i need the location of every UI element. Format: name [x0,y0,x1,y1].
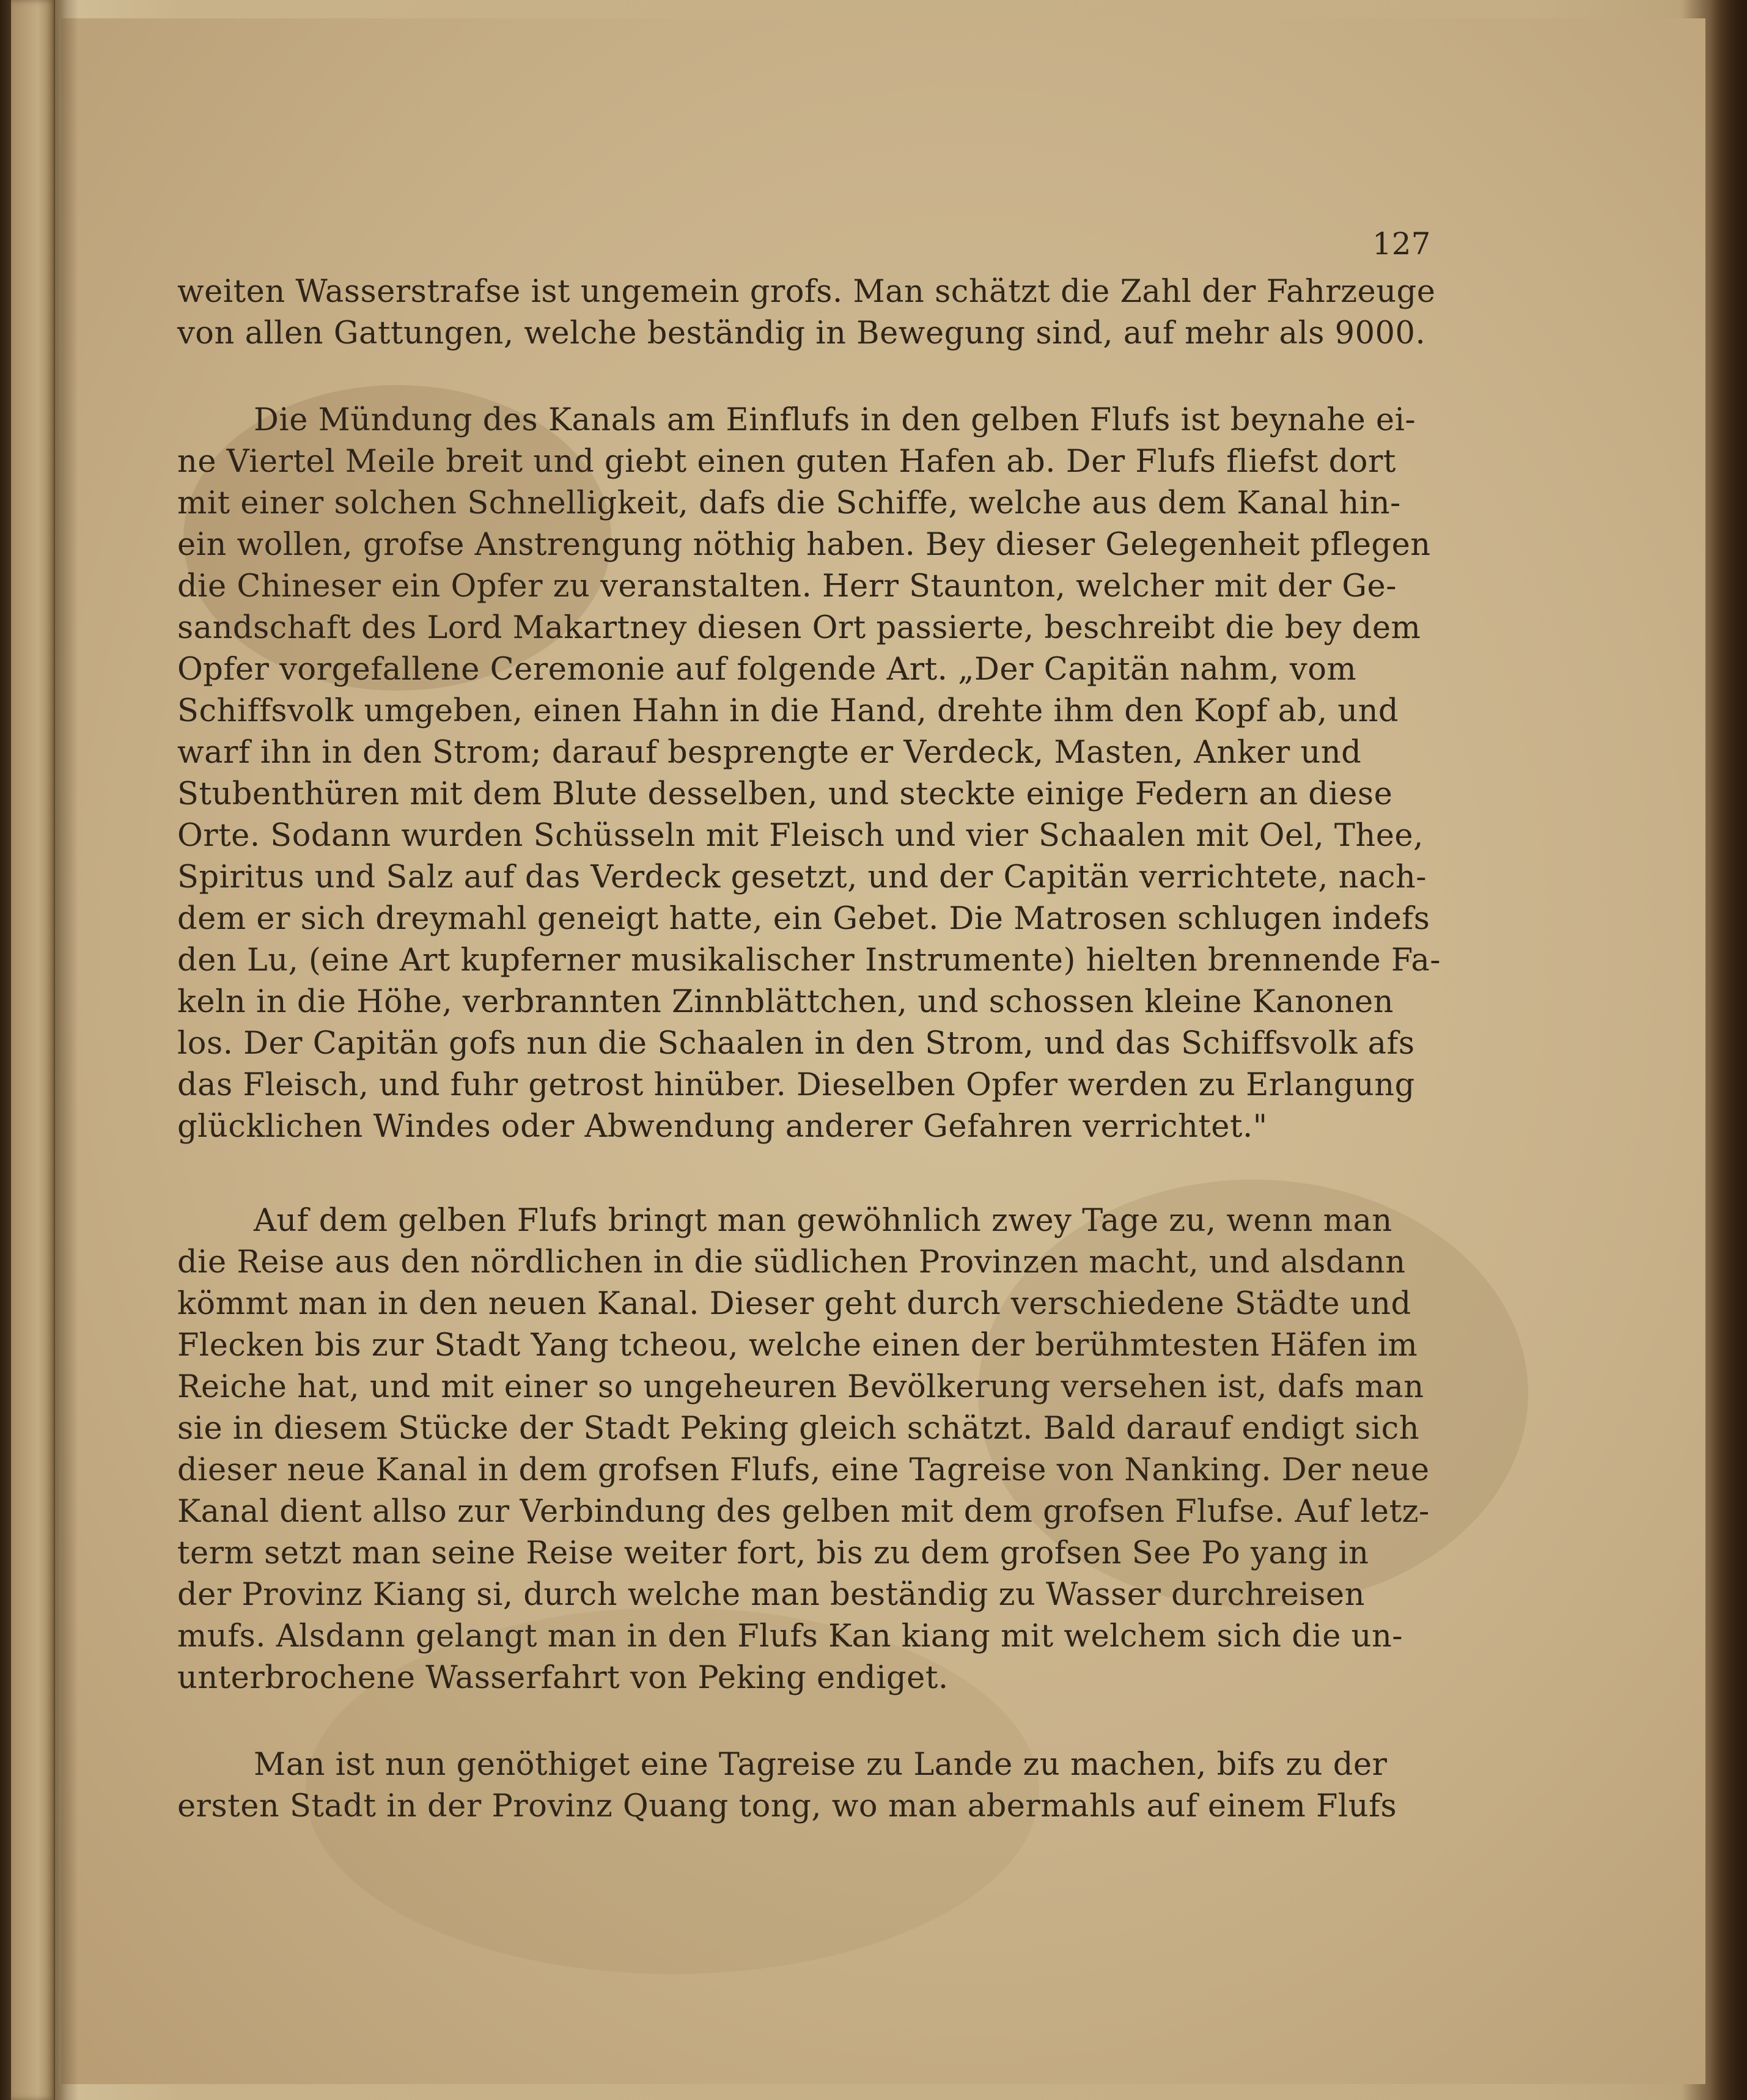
text-line: Stubenthüren mit dem Blute desselben, und steckte einige Federn an diese [177,776,1393,812]
text-line: den Lu, (eine Art kupferner musikalischer Instrumente) hielten brennende Fa- [177,942,1441,978]
text-line: term setzt man seine Reise weiter fort, bis zu dem grofsen See Po yang in [177,1535,1369,1571]
text-line: das Fleisch, und fuhr getrost hinüber. Dieselben Opfer werden zu Erlangung [177,1067,1415,1103]
text-line: die Chineser ein Opfer zu veranstalten. Herr Staunton, welcher mit der Ge- [177,568,1397,604]
text-line: sie in diesem Stücke der Stadt Peking gleich schätzt. Bald darauf endigt sich [177,1411,1420,1447]
text-line: sandschaft des Lord Makartney diesen Ort passierte, beschreibt die bey dem [177,610,1421,646]
text-line: der Provinz Kiang si, durch welche man beständig zu Wasser durchreisen [177,1577,1365,1613]
text-line: ne Viertel Meile breit und giebt einen guten Hafen ab. Der Flufs fliefst dort [177,444,1396,480]
text-line: keln in die Höhe, verbrannten Zinnblättchen, und schossen kleine Kanonen [177,984,1394,1020]
text-line: Opfer vorgefallene Ceremonie auf folgende Art. „Der Capitän nahm, vom [177,652,1357,688]
text-line: Spiritus und Salz auf das Verdeck gesetzt, und der Capitän verrichtete, nach- [177,859,1427,895]
text-line: kömmt man in den neuen Kanal. Dieser geht durch verschiedene Städte und [177,1286,1411,1322]
page-number: 127 [1372,226,1431,262]
right-page-edge [1710,0,1747,2100]
left-page-edge [11,0,55,2100]
text-line: Die Mündung des Kanals am Einflufs in den gelben Flufs ist beynahe ei- [254,402,1416,438]
text-line: Reiche hat, und mit einer so ungeheuren Bevölkerung versehen ist, dafs man [177,1369,1424,1405]
text-line: ein wollen, grofse Anstrengung nöthig haben. Bey dieser Gelegenheit pflegen [177,527,1431,563]
text-line: Kanal dient allso zur Verbindung des gelben mit dem grofsen Flufse. Auf letz- [177,1494,1430,1530]
text-line: die Reise aus den nördlichen in die südlichen Provinzen macht, und alsdann [177,1244,1406,1280]
text-line: Man ist nun genöthiget eine Tagreise zu Lande zu machen, bifs zu der [254,1747,1388,1783]
text-line: ersten Stadt in der Provinz Quang tong, wo man abermahls auf einem Flufs [177,1788,1397,1824]
text-line: Flecken bis zur Stadt Yang tcheou, welche einen der berühmtesten Häfen im [177,1327,1418,1364]
text-line: los. Der Capitän gofs nun die Schaalen in den Strom, und das Schiffsvolk afs [177,1026,1415,1062]
text-line: Orte. Sodann wurden Schüsseln mit Fleisch und vier Schaalen mit Oel, Thee, [177,818,1424,854]
text-line: unterbrochene Wasserfahrt von Peking endiget. [177,1660,949,1696]
text-line: glücklichen Windes oder Abwendung anderer Gefahren verrichtet." [177,1109,1268,1145]
text-line: dem er sich dreymahl geneigt hatte, ein Gebet. Die Matrosen schlugen indefs [177,901,1430,937]
text-line: weiten Wasserstrafse ist ungemein grofs. Man schätzt die Zahl der Fahrzeuge [177,274,1436,310]
text-line: dieser neue Kanal in dem grofsen Flufs, eine Tagreise von Nanking. Der neue [177,1452,1430,1488]
gutter-shadow [54,0,78,2100]
text-line: warf ihn in den Strom; darauf besprengte er Verdeck, Masten, Anker und [177,735,1362,771]
text-line: mit einer solchen Schnelligkeit, dafs die Schiffe, welche aus dem Kanal hin- [177,485,1401,521]
text-line: Schiffsvolk umgeben, einen Hahn in die Hand, drehte ihm den Kopf ab, und [177,693,1399,729]
text-line: mufs. Alsdann gelangt man in den Flufs Kan kiang mit welchem sich die un- [177,1618,1403,1654]
text-line: Auf dem gelben Flufs bringt man gewöhnlich zwey Tage zu, wenn man [254,1203,1392,1239]
text-line: von allen Gattungen, welche beständig in Bewegung sind, auf mehr als 9000. [177,315,1426,351]
